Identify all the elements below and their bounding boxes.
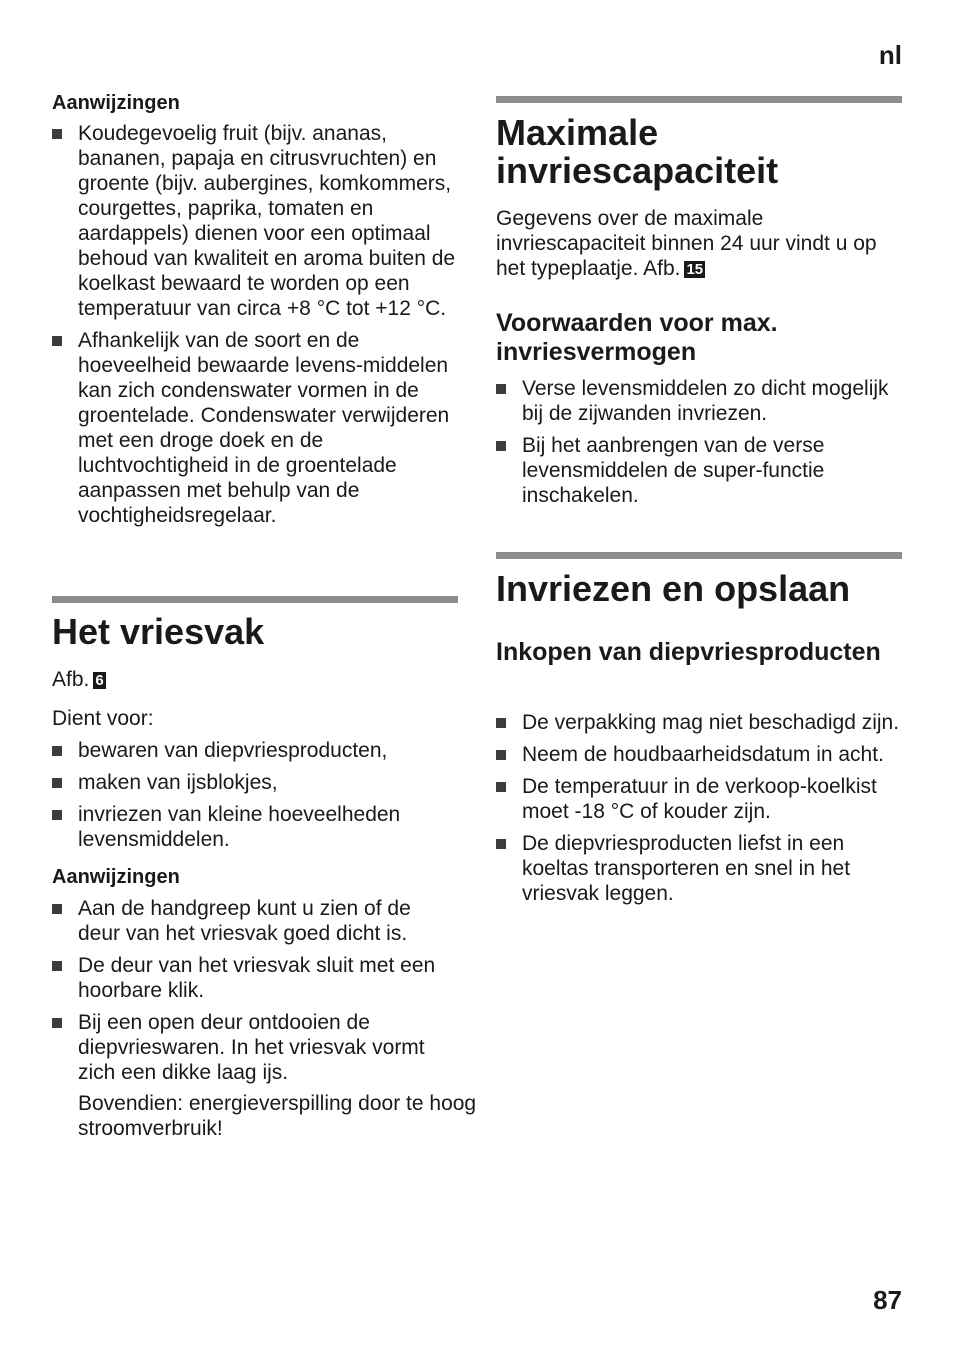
- uses-list: [52, 738, 458, 859]
- square-bullet-icon: [496, 782, 506, 792]
- list-item: De deur van het vriesvak sluit met een hoorbare klik.: [52, 953, 458, 1003]
- square-bullet-icon: [52, 904, 62, 914]
- list-item: Verse levensmiddelen zo dicht mogelijk bij de zijwanden invriezen.: [496, 376, 902, 426]
- notes-title: Aanwijzingen: [52, 92, 180, 114]
- subsection-title: Inkopen van diepvriesproducten: [496, 638, 881, 666]
- section-divider: [52, 596, 458, 603]
- section-title: Het vriesvak: [52, 611, 265, 652]
- square-bullet-icon: [52, 129, 62, 139]
- list-item: maken van ijsblokjes,: [52, 770, 458, 795]
- list-item: invriezen van kleine hoeveelheden levensmiddelen.: [52, 802, 458, 852]
- conditions-list: [496, 376, 902, 515]
- square-bullet-icon: [496, 718, 506, 728]
- list-item: Koudegevoelig fruit (bijv. ananas, bananen, papaja en citrusvruchten) en groente (bijv. aubergines, komkommers, courgettes, paprika, tomaten en aardappels) dienen voor een optimaal behoud van kwaliteit en aroma buiten de koelkast bewaard te worden op een temperatuur van circa +8 °C tot +12 °C.: [52, 121, 458, 321]
- purchase-list: [496, 710, 902, 913]
- section-divider: [496, 552, 902, 559]
- square-bullet-icon: [52, 961, 62, 971]
- section-title: Invriezen en opslaan: [496, 568, 851, 609]
- square-bullet-icon: [496, 441, 506, 451]
- list-item: De verpakking mag niet beschadigd zijn.: [496, 710, 902, 735]
- figure-reference: Afb. 6: [52, 668, 104, 691]
- notes-list: [52, 896, 458, 1092]
- extra-note: Bovendien: energieverspilling door te hoog stroomverbruik!: [78, 1092, 477, 1140]
- square-bullet-icon: [52, 778, 62, 788]
- language-label: nl: [878, 40, 902, 70]
- notes-title: Aanwijzingen: [52, 866, 180, 888]
- square-bullet-icon: [52, 746, 62, 756]
- list-item: Bij het aanbrengen van de verse levensmiddelen de super-functie inschakelen.: [496, 433, 902, 508]
- subsection-title: Voorwaarden voor max. invriesvermogen: [496, 309, 778, 366]
- list-item: Neem de houdbaarheidsdatum in acht.: [496, 742, 902, 767]
- intro-text: Dient voor:: [52, 707, 154, 730]
- square-bullet-icon: [52, 336, 62, 346]
- list-item: Afhankelijk van de soort en de hoeveelheid bewaarde levens-middelen kan zich condenswater vormen in de groentelade. Condenswater verwijderen met een droge doek en de luchtvochtigheid in de groentelade aanpassen met behulp van de vochtigheidsregelaar.: [52, 328, 458, 528]
- list-item: De diepvriesproducten liefst in een koeltas transporteren en snel in het vriesvak leggen.: [496, 831, 902, 906]
- page-number: 87: [873, 1285, 902, 1315]
- square-bullet-icon: [52, 1018, 62, 1028]
- list-item: De temperatuur in de verkoop-koelkist moet -18 °C of kouder zijn.: [496, 774, 902, 824]
- square-bullet-icon: [52, 810, 62, 820]
- square-bullet-icon: [496, 384, 506, 394]
- square-bullet-icon: [496, 839, 506, 849]
- figure-number-badge: 6: [95, 672, 104, 689]
- list-item: bewaren van diepvriesproducten,: [52, 738, 458, 763]
- section-divider: [496, 96, 902, 103]
- notes-list: [52, 121, 458, 535]
- figure-number-badge: 15: [686, 261, 704, 278]
- body-text: Gegevens over de maximale invriescapaciteit binnen 24 uur vindt u op het typeplaatje. Afb. 15: [496, 207, 877, 280]
- list-item: Bij een open deur ontdooien de diepvrieswaren. In het vriesvak vormt zich een dikke laag ijs.: [52, 1010, 458, 1085]
- square-bullet-icon: [496, 750, 506, 760]
- section-title: Maximale invriescapaciteit: [496, 112, 779, 191]
- list-item: Aan de handgreep kunt u zien of de deur van het vriesvak goed dicht is.: [52, 896, 458, 946]
